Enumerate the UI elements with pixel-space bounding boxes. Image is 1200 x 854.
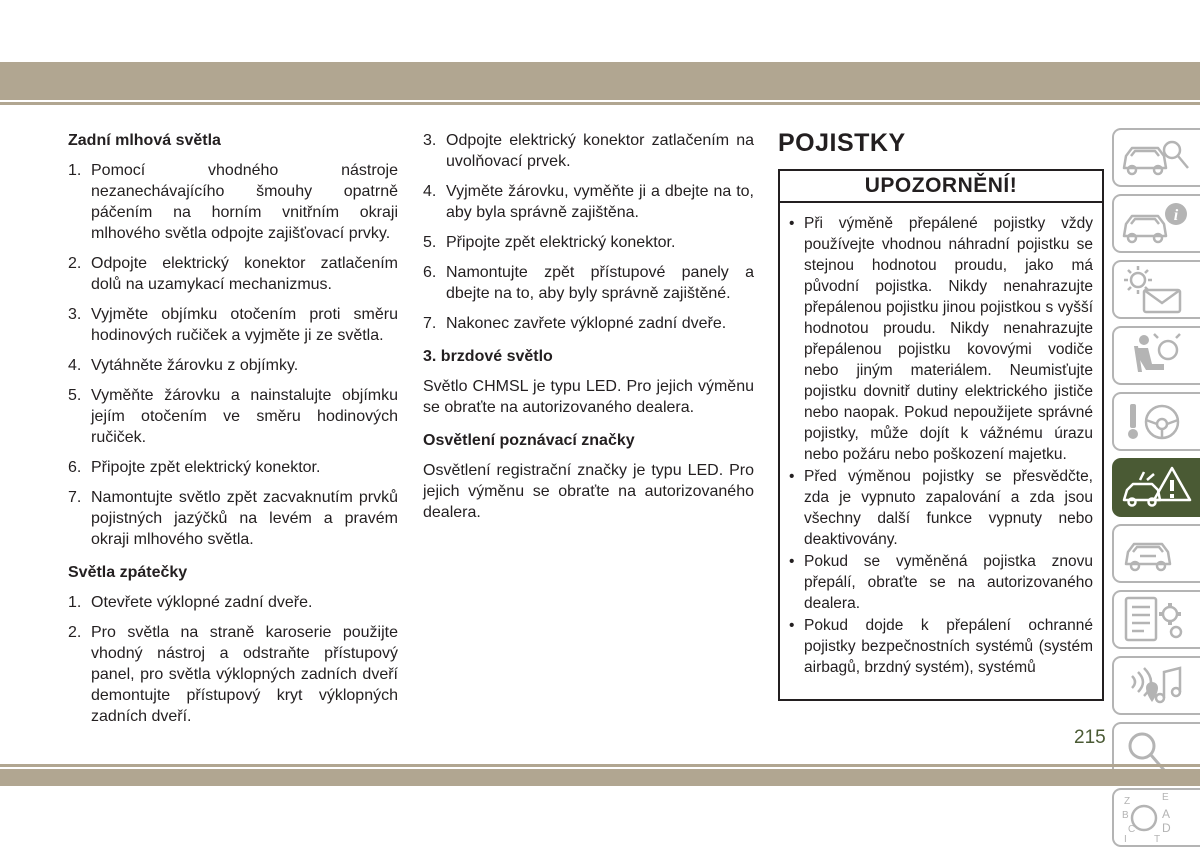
page-title: POJISTKY [778, 129, 906, 157]
bullet-icon: • [789, 617, 795, 634]
chapter-tab-3[interactable] [1112, 260, 1200, 319]
page-number: 215 [1074, 727, 1106, 748]
brake-light-heading: 3. brzdové světlo [423, 348, 553, 365]
index-letter: E [1162, 792, 1169, 803]
steering-wheel-key-icon [1114, 394, 1200, 449]
alphabetical-index-icon [1114, 790, 1200, 845]
car-service-icon [1114, 526, 1200, 581]
bottom-decorative-band [0, 769, 1200, 786]
reverse-lights-steps-continued [423, 130, 754, 334]
fog-lights-heading: Zadní mlhová světla [68, 132, 221, 149]
list-item: 1. Pomocí vhodného nástroje nezanechávajícího šmouhy opatrně páčením na horním vnitřním okraji mlhového světla odpojte zajišťovací prvky. [68, 162, 398, 242]
list-item: 3. Odpojte elektrický konektor zatlačením na uvolňovací prvek. [423, 132, 754, 170]
reverse-lights-steps [68, 592, 398, 727]
warning-item: • Před výměnou pojistky se přesvědčte, zda je vypnuto zapalování a zda jsou všechny další funkce vypnuty nebo deaktivovány. [789, 468, 1093, 548]
index-letter: T [1154, 834, 1161, 845]
list-item: 6. Namontujte zpět přístupové panely a dbejte na to, aby byly správně zajištěné. [423, 264, 754, 302]
chapter-tab-6[interactable] [1112, 458, 1200, 517]
bullet-icon: • [789, 215, 795, 232]
warning-item: • Pokud dojde k přepálení ochranné pojistky bezpečnostních systémů (systém airbagů, brzdný systém), systémů [789, 617, 1093, 676]
chapter-tab-1[interactable] [1112, 128, 1200, 187]
index-letter: D [1162, 821, 1171, 835]
svg-text:i: i [1173, 207, 1179, 224]
chapter-tab-9[interactable] [1112, 656, 1200, 715]
settings-list-icon [1114, 592, 1200, 647]
list-item: 2. Pro světla na straně karoserie použijte vhodný nástroj a odstraňte přístupový panel, pro světla výklopných zadních dveří demontujte přístupový kryt výklopných zadních dveří. [68, 624, 398, 725]
list-item: 4. Vyjměte žárovku, vyměňte ji a dbejte na to, aby byla správně zajištěna. [423, 183, 754, 221]
bullet-icon: • [789, 468, 795, 485]
list-item: 1. Otevřete výklopné zadní dveře. [68, 594, 313, 611]
warning-title: UPOZORNĚNÍ! [780, 171, 1102, 203]
list-item: 2. Odpojte elektrický konektor zatlačením dolů na uzamykací mechanizmus. [68, 255, 398, 293]
brake-light-text: Světlo CHMSL je typu LED. Pro jejich výměnu se obraťte na autorizovaného dealera. [423, 378, 754, 416]
list-item: 3. Vyjměte objímku otočením proti směru hodinových ručiček a vyjměte ji ze světla. [68, 306, 398, 344]
chapter-tab-7[interactable] [1112, 524, 1200, 583]
reverse-lights-heading: Světla zpátečky [68, 564, 188, 581]
bottom-decorative-line [0, 764, 1200, 767]
list-item: 5. Připojte zpět elektrický konektor. [423, 234, 676, 251]
top-decorative-line [0, 102, 1200, 105]
seat-airbag-icon [1114, 328, 1200, 383]
plate-light-text: Osvětlení registrační značky je typu LED. Pro jejich výměnu se obraťte na autorizovaného dealera. [423, 462, 754, 521]
warning-box [778, 169, 1104, 701]
list-item: 4. Vytáhněte žárovku z objímky. [68, 357, 299, 374]
chapter-tab-2[interactable] [1112, 194, 1200, 253]
chapter-tab-4[interactable] [1112, 326, 1200, 385]
car-info-icon [1114, 196, 1200, 251]
chapter-tab-8[interactable] [1112, 590, 1200, 649]
chapter-tab-5[interactable] [1112, 392, 1200, 451]
car-breakdown-warning-icon [1114, 460, 1200, 515]
index-letter: Z [1124, 796, 1131, 807]
top-decorative-band [0, 62, 1200, 100]
list-item: 6. Připojte zpět elektrický konektor. [68, 459, 321, 476]
middle-column [423, 130, 754, 533]
left-column [68, 130, 398, 736]
index-letter: I [1124, 834, 1127, 845]
index-letter: A [1162, 807, 1171, 821]
index-letter: B [1122, 810, 1129, 821]
chapter-tab-11[interactable] [1112, 788, 1200, 847]
multimedia-gps-icon [1114, 658, 1200, 713]
car-search-icon [1114, 130, 1200, 185]
fog-lights-steps [68, 160, 398, 550]
warning-lights-message-icon [1114, 262, 1200, 317]
warning-item: • Pokud se vyměněná pojistka znovu přepálí, obraťte se na autorizovaného dealera. [789, 553, 1093, 612]
index-letter: C [1128, 824, 1136, 835]
bullet-icon: • [789, 553, 795, 570]
right-column [778, 130, 1108, 701]
plate-light-heading: Osvětlení poznávací značky [423, 432, 635, 449]
warning-list [780, 203, 1102, 678]
chapter-tabs [1112, 128, 1200, 854]
list-item: 5. Vyměňte žárovku a nainstalujte objímku jejím otočením ve směru hodinových ručiček. [68, 387, 398, 446]
warning-item: • Při výměně přepálené pojistky vždy používejte vhodnou náhradní pojistku se stejnou hodnotou proudu, jako má původní pojistka. Nikdy nenahrazujte přepálenou pojistku jinou pojistkou s vyšší hodnotou proudu. Nikdy nenahrazujte přepálenou pojistku kovovými vodiče nebo jiným materiálem. Neumisťujte pojistku dovnitř dutiny elektrického jističe nebo naopak. Pokud nepoužijete správné pojistky, může dojít k vážnému úrazu nebo požáru nebo poškození majetku. [789, 215, 1093, 463]
list-item: 7. Nakonec zavřete výklopné zadní dveře. [423, 315, 727, 332]
list-item: 7. Namontujte světlo zpět zacvaknutím prvků pojistných jazýčků na levém a pravém okraji mlhového světla. [68, 489, 398, 548]
